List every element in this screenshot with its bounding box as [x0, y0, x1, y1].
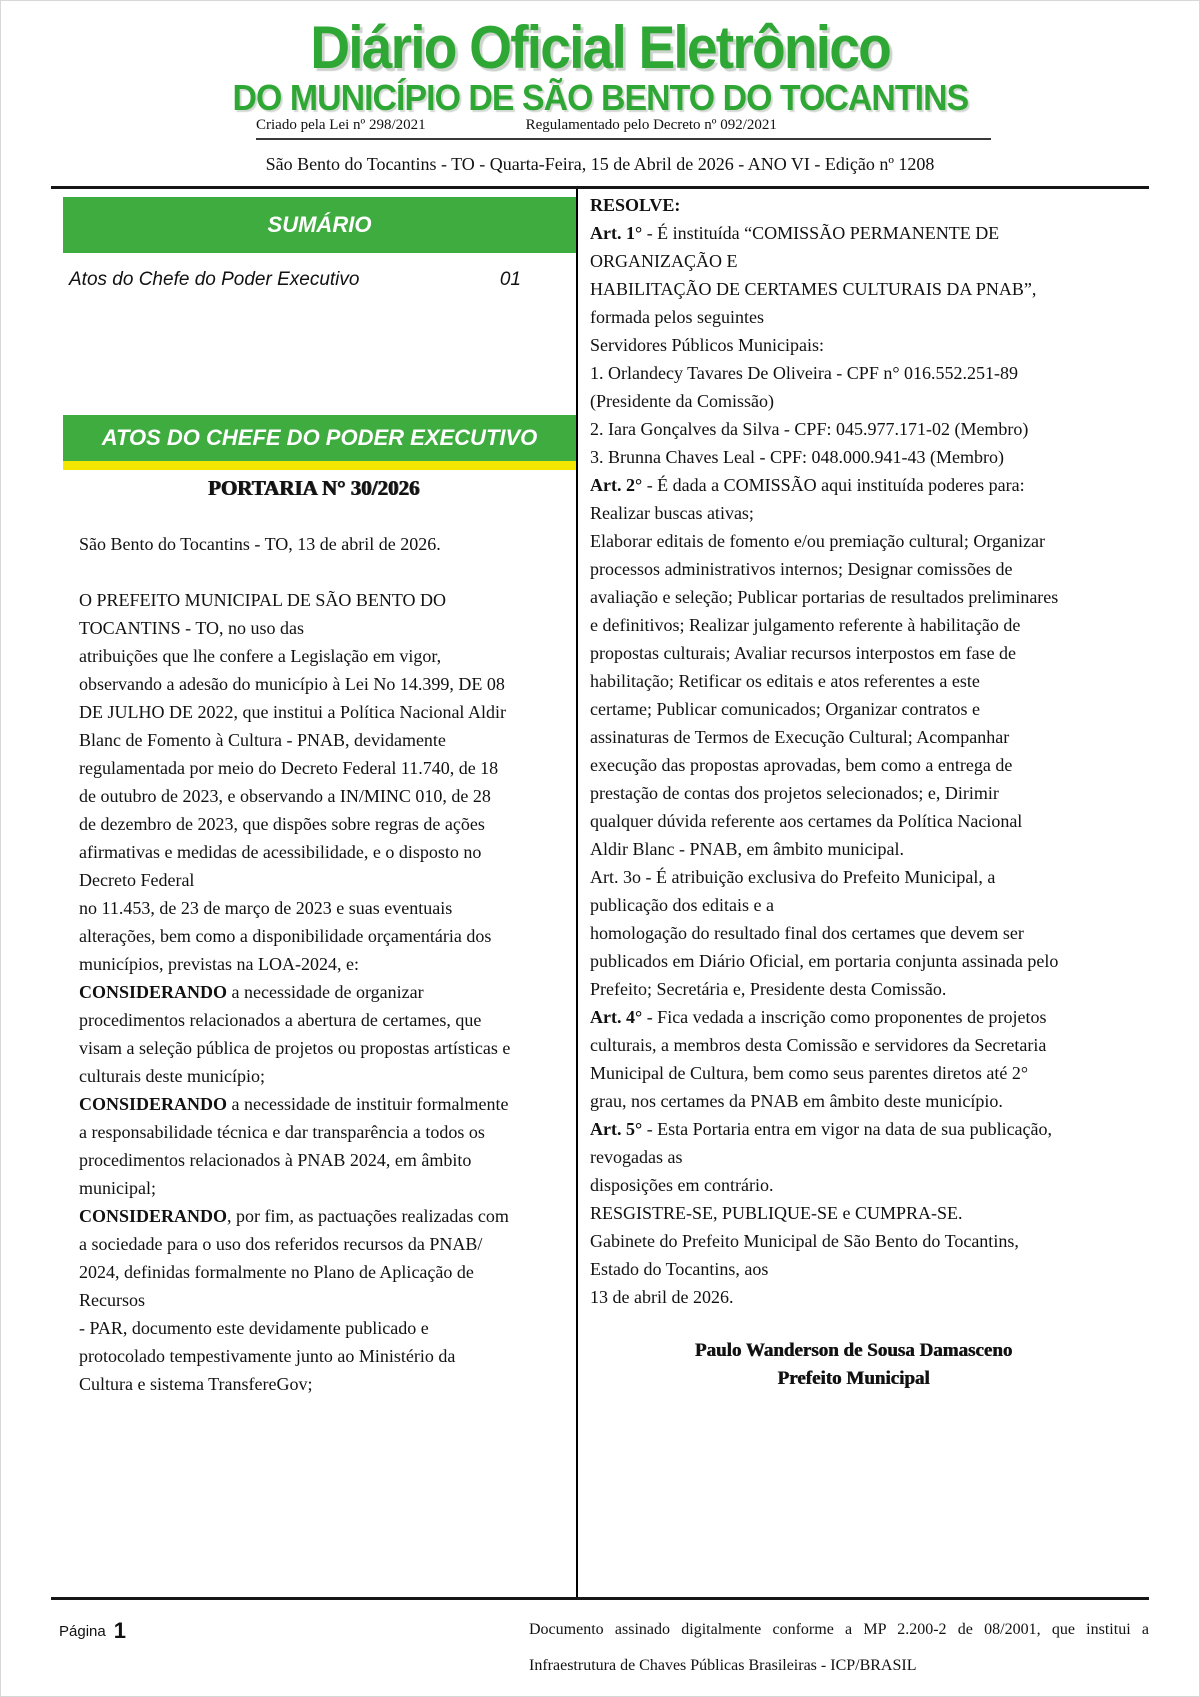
text-line: avaliação e seleção; Publicar portarias de resultados preliminares: [590, 587, 1059, 607]
gazette-title: Diário Oficial Eletrônico: [310, 14, 890, 81]
text-line: 3. Brunna Chaves Leal - CPF: 048.000.941-43 (Membro): [590, 447, 1004, 467]
text-line: CONSIDERANDO a necessidade de instituir formalmente: [79, 1094, 509, 1114]
text-line: observando a adesão do município à Lei No 14.399, DE 08: [79, 674, 505, 694]
signature-notice: Documento assinado digitalmente conforme a MP 2.200-2 de 08/2001, que institui a Infraestrutura de Chaves Públicas Brasileiras - ICP/BRASIL: [529, 1621, 1149, 1674]
edition-date-line: São Bento do Tocantins - TO - Quarta-Feira, 15 de Abril de 2026 - ANO VI - Edição nº 1208: [265, 154, 935, 174]
summary-heading: SUMÁRIO: [267, 212, 372, 237]
summary-item-label: Atos do Chefe do Poder Executivo: [69, 269, 360, 290]
text-line: Estado do Tocantins, aos: [590, 1259, 769, 1279]
text-line: afirmativas e medidas de acessibilidade, e o disposto no: [79, 842, 482, 862]
gazette-title-row: [1, 14, 1199, 81]
signature-role: Prefeito Municipal: [777, 1368, 930, 1389]
text-line: CONSIDERANDO, por fim, as pactuações realizadas com: [79, 1206, 509, 1226]
signature-block: [588, 1337, 1149, 1393]
gazette-subtitle-row: [1, 79, 1199, 117]
text-line: Art. 2° - É dada a COMISSÃO aqui instituída poderes para:: [590, 475, 1025, 495]
portaria-title: PORTARIA N° 30/2026: [207, 476, 420, 500]
text-line: e definitivos; Realizar julgamento referente à habilitação de: [590, 615, 1021, 635]
text-line: Cultura e sistema TransfereGov;: [79, 1374, 313, 1394]
text-line: Art. 1° - É instituída “COMISSÃO PERMANENTE DE: [590, 223, 1000, 243]
text-line: Recursos: [79, 1290, 145, 1310]
gazette-subtitle: DO MUNICÍPIO DE SÃO BENTO DO TOCANTINS: [232, 77, 968, 118]
text-line: de dezembro de 2023, que dispões sobre regras de ações: [79, 814, 485, 834]
text-line: grau, nos certames da PNAB em âmbito deste município.: [590, 1091, 1003, 1111]
text-line: 2. Iara Gonçalves da Silva - CPF: 045.977.171-02 (Membro): [590, 419, 1029, 439]
text-line: municipal;: [79, 1178, 156, 1198]
page-label: Página: [59, 1623, 106, 1640]
text-line: publicação dos editais e a: [590, 895, 774, 915]
summary-item-page: 01: [499, 269, 521, 290]
page-footer: [51, 1597, 1149, 1684]
text-line: no 11.453, de 23 de março de 2023 e suas eventuais: [79, 898, 453, 918]
text-line: Municipal de Cultura, bem como seus parentes diretos até 2°: [590, 1063, 1029, 1083]
summary-item: [51, 269, 576, 295]
text-line: qualquer dúvida referente aos certames da Política Nacional: [590, 811, 1023, 831]
text-line: São Bento do Tocantins - TO, 13 de abril de 2026.: [79, 534, 441, 554]
section-heading-box: [63, 415, 576, 470]
text-line: execução das propostas aprovadas, bem como a entrega de: [590, 755, 1013, 775]
text-line: - PAR, documento este devidamente publicado e: [79, 1318, 429, 1338]
text-line: procedimentos relacionados a abertura de certames, que: [79, 1010, 482, 1030]
text-line: alterações, bem como a disponibilidade orçamentária dos: [79, 926, 492, 946]
text-line: revogadas as: [590, 1147, 683, 1167]
text-line: CONSIDERANDO a necessidade de organizar: [79, 982, 424, 1002]
text-line: [79, 558, 576, 586]
section-heading: ATOS DO CHEFE DO PODER EXECUTIVO: [101, 425, 538, 450]
text-line: municípios, previstas na LOA-2024, e:: [79, 954, 359, 974]
created-by-note: Criado pela Lei nº 298/2021: [256, 117, 426, 133]
left-column: [51, 189, 576, 1597]
summary-box: [63, 197, 576, 253]
text-line: propostas culturais; Avaliar recursos interpostos em fase de: [590, 643, 1017, 663]
text-line: 2024, definidas formalmente no Plano de Aplicação de: [79, 1262, 474, 1282]
text-line: ORGANIZAÇÃO E: [590, 251, 738, 271]
text-line: procedimentos relacionados à PNAB 2024, em âmbito: [79, 1150, 472, 1170]
signature-name: Paulo Wanderson de Sousa Damasceno: [694, 1340, 1013, 1361]
text-line: visam a seleção pública de projetos ou propostas artísticas e: [79, 1038, 511, 1058]
text-line: Decreto Federal: [79, 870, 195, 890]
text-line: culturais deste município;: [79, 1066, 265, 1086]
text-line: homologação do resultado final dos certames que devem ser: [590, 923, 1024, 943]
text-line: prestação de contas dos projetos selecionados; e, Dirimir: [590, 783, 999, 803]
portaria-body-right: [588, 191, 1149, 1311]
text-line: culturais, a membros desta Comissão e servidores da Secretaria: [590, 1035, 1047, 1055]
text-line: HABILITAÇÃO DE CERTAMES CULTURAIS DA PNAB”,: [590, 279, 1037, 299]
text-line: RESGISTRE-SE, PUBLIQUE-SE e CUMPRA-SE.: [590, 1203, 963, 1223]
text-line: Art. 3o - É atribuição exclusiva do Prefeito Municipal, a: [590, 867, 996, 887]
page-number: 1: [113, 1618, 126, 1643]
regulated-by-note: Regulamentado pelo Decreto nº 092/2021: [525, 117, 777, 133]
text-line: Blanc de Fomento à Cultura - PNAB, devidamente: [79, 730, 446, 750]
text-line: de outubro de 2023, e observando a IN/MINC 010, de 28: [79, 786, 491, 806]
right-column: [576, 189, 1149, 1597]
text-line: Prefeito; Secretária e, Presidente desta Comissão.: [590, 979, 947, 999]
page-indicator: [51, 1612, 126, 1684]
text-line: Realizar buscas ativas;: [590, 503, 754, 523]
portaria-body-left: [51, 530, 576, 1398]
text-line: publicados em Diário Oficial, em portaria conjunta assinada pelo: [590, 951, 1059, 971]
text-line: protocolado tempestivamente junto ao Ministério da: [79, 1346, 456, 1366]
text-line: 13 de abril de 2026.: [590, 1287, 734, 1307]
text-line: O PREFEITO MUNICIPAL DE SÃO BENTO DO: [79, 590, 447, 610]
header-notes: [256, 117, 991, 140]
text-line: disposições em contrário.: [590, 1175, 774, 1195]
text-line: assinaturas de Termos de Execução Cultural; Acompanhar: [590, 727, 1010, 747]
gazette-header: [1, 14, 1199, 140]
content-columns: [51, 186, 1149, 1597]
text-line: DE JULHO DE 2022, que institui a Política Nacional Aldir: [79, 702, 506, 722]
text-line: habilitação; Retificar os editais e atos referentes a este: [590, 671, 980, 691]
text-line: Art. 5° - Esta Portaria entra em vigor na data de sua publicação,: [590, 1119, 1053, 1139]
text-line: Elaborar editais de fomento e/ou premiação cultural; Organizar: [590, 531, 1045, 551]
text-line: Servidores Públicos Municipais:: [590, 335, 824, 355]
text-line: RESOLVE:: [590, 195, 681, 215]
text-line: a sociedade para o uso dos referidos recursos da PNAB/: [79, 1234, 483, 1254]
text-line: regulamentada por meio do Decreto Federal 11.740, de 18: [79, 758, 499, 778]
text-line: atribuições que lhe confere a Legislação em vigor,: [79, 646, 442, 666]
text-line: Gabinete do Prefeito Municipal de São Bento do Tocantins,: [590, 1231, 1019, 1251]
text-line: a responsabilidade técnica e dar transparência a todos os: [79, 1122, 485, 1142]
text-line: processos administrativos internos; Designar comissões de: [590, 559, 1013, 579]
text-line: (Presidente da Comissão): [590, 391, 774, 411]
text-line: certame; Publicar comunicados; Organizar contratos e: [590, 699, 981, 719]
text-line: Art. 4° - Fica vedada a inscrição como proponentes de projetos: [590, 1007, 1047, 1027]
text-line: Aldir Blanc - PNAB, em âmbito municipal.: [590, 839, 904, 859]
text-line: 1. Orlandecy Tavares De Oliveira - CPF n° 016.552.251-89: [590, 363, 1019, 383]
text-line: TOCANTINS - TO, no uso das: [79, 618, 305, 638]
text-line: formada pelos seguintes: [590, 307, 764, 327]
